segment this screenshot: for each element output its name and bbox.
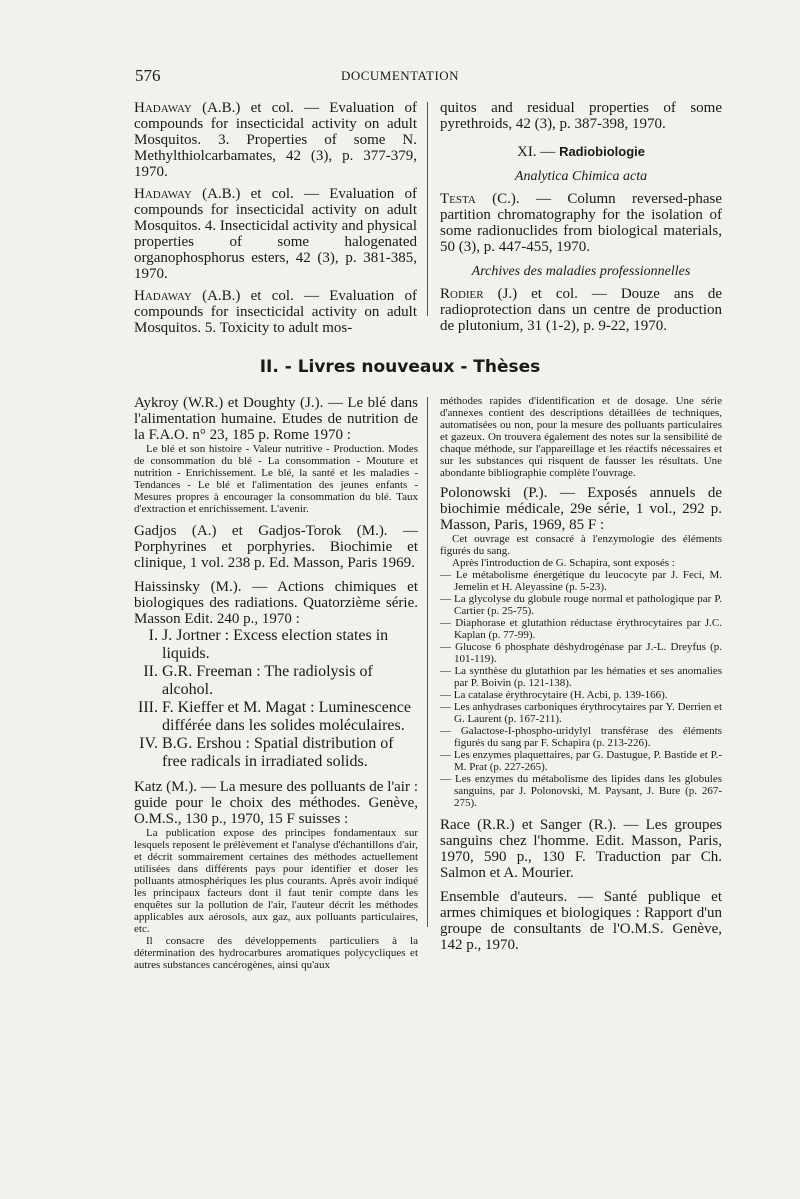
book-description: La publication expose des principes fondamentaux sur lesquels reposent le prélèvement et l'analyse d'échantillons d'air, et décrit sommairement certaines des méthodes actuellement utilisées dans différents pays pour identifier et doser les polluants atmosphériques les plus courants. Après avoir indiqué les principaux facteurs dont il faut tenir compte dans les enquêtes sur la pollution de l'air, l'auteur décrit les méthodes applicables aux aérosols, aux gaz, aux polluants particulaires, etc. (134, 827, 418, 935)
book-description: Le blé et son histoire - Valeur nutritive - Production. Modes de consommation du blé - La consommation - Mouture et nutrition - Enrichissement. Le blé, la santé et les maladies - Tendances - Le blé et l'alimentation des jeunes enfants - Mesures propres à encourager la consommation du blé. Taux d'extraction et enrichissement. L'avenir. (134, 443, 418, 515)
top-left-column (134, 100, 417, 336)
running-title: DOCUMENTATION (340, 68, 460, 83)
list-item: — Galactose-I-phospho-uridylyl transférase des éléments figurés du sang par F. Schapira (p. 213-226). (440, 725, 722, 749)
book-description: Après l'introduction de G. Schapira, sont exposés : (452, 557, 675, 569)
chapter-list (134, 627, 418, 771)
list-item: — Les anhydrases carboniques érythrocytaires par Y. Derrien et G. Laurent (p. 167-211). (440, 701, 722, 725)
book-entry-aykroy: Aykroy (W.R.) et Doughty (J.). — Le blé dans l'alimentation humaine. Etudes de nutrition de la F.A.O. n° 23, 185 p. Rome 1970 : (134, 395, 418, 443)
bib-entry: Rodier (J.) et col. — Douze ans de radioprotection dans un centre de production de plutonium, 31 (1-2), p. 9-22, 1970. (440, 286, 722, 334)
column-divider (427, 397, 428, 927)
book-entry-race: Race (R.R.) et Sanger (R.). — Les groupes sanguins chez l'homme. Edit. Masson, Paris, 1970, 590 p., 130 F. Traduction par Ch. Salmon et A. Mourier. (440, 817, 722, 881)
chapter-item: II. G.R. Freeman : The radiolysis of alcohol. (143, 663, 373, 698)
book-description: Il consacre des développements particuliers à la détermination des hydrocarbures aromatiques polycycliques et autres substances cancérogènes, ainsi qu'aux (134, 935, 418, 971)
chapter-item: IV. B.G. Ershou : Spatial distribution of free radicals in irradiated solids. (139, 735, 394, 770)
book-description: Cet ouvrage est consacré à l'enzymologie des éléments figurés du sang. (440, 533, 722, 557)
book-entry-ensemble: Ensemble d'auteurs. — Santé publique et armes chimiques et biologiques : Rapport d'un groupe de consultants de l'O.M.S. Genève, 142 p., 1970. (440, 889, 722, 953)
list-item: — Les enzymes du métabolisme des lipides dans les globules sanguins, par J. Polonovski, M. Paysant, J. Bure (p. 267-275). (440, 773, 722, 809)
bib-entry: Hadaway (A.B.) et col. — Evaluation of compounds for insecticidal activity on adult Mosquitos. 3. Properties of some N. Methylthiolcarbamates, 42 (3), p. 377-379, 1970. (134, 100, 417, 180)
column-divider (427, 102, 428, 316)
bib-entry: Testa (C.). — Column reversed-phase partition chromatography for the isolation of some radionuclides from biological materials, 50 (3), p. 447-455, 1970. (440, 191, 722, 255)
list-item: — Le métabolisme énergétique du leucocyte par J. Feci, M. Jemelin et H. Aleyassine (p. 5-23). (440, 569, 722, 593)
book-entry-haissinsky: Haissinsky (M.). — Actions chimiques et biologiques des radiations. Quatorzième série. Masson Edit. 240 p., 1970 : (134, 579, 418, 627)
journal-title: Analytica Chimica acta (514, 169, 648, 184)
list-item: — La catalase érythrocytaire (H. Acbi, p. 139-166). (440, 689, 668, 701)
section-heading-radiobiologie: XI. — Radiobiologie (516, 144, 646, 160)
book-entry-polonowski: Polonowski (P.). — Exposés annuels de biochimie médicale, 29e série, 1 vol., 292 p. Masson, Paris, 1969, 85 F : (440, 485, 722, 533)
book-description-continuation: méthodes rapides d'identification et de dosage. Une série d'annexes contient des descriptions détaillées de techniques, automatisées ou non, pour la mesure des polluants particulaires et gazeux. On trouvera également des notes sur la sensibilité de chaque méthode, sur l'appareillage et les réactifs nécessaires et sur les substances qui risquent de fausser les résultats. Une abondante bibliographie complète l'ouvrage. (440, 395, 722, 479)
chapter-item: III. F. Kieffer et M. Magat : Luminescence différée dans les solides moléculaires. (138, 699, 412, 734)
bib-entry-continuation: quitos and residual properties of some pyrethroids, 42 (3), p. 387-398, 1970. (440, 100, 722, 132)
list-item: — La glycolyse du globule rouge normal et pathologique par P. Cartier (p. 25-75). (440, 593, 722, 617)
bib-entry: Hadaway (A.B.) et col. — Evaluation of compounds for insecticidal activity on adult Mosquitos. 4. Insecticidal activity and physical properties of some halogenated organophosphorus esters, 42 (3), p. 381-385, 1970. (134, 186, 417, 282)
bottom-right-column (440, 395, 722, 953)
book-entry-gadjos: Gadjos (A.) et Gadjos-Torok (M.). — Porphyrines et porphyries. Biochimie et clinique, 1 vol. 238 p. Ed. Masson, Paris 1969. (134, 523, 418, 571)
list-item: — La synthèse du glutathion par les hématies et ses anomalies par P. Boivin (p. 121-138). (440, 665, 722, 689)
section-heading-livres: II. - Livres nouveaux - Thèses (259, 357, 541, 377)
list-item: — Glucose 6 phosphate déshydrogénase par J.-L. Dreyfus (p. 101-119). (440, 641, 722, 665)
bib-entry: Hadaway (A.B.) et col. — Evaluation of compounds for insecticidal activity on adult Mosquitos. 5. Toxicity to adult mos- (134, 288, 417, 336)
bottom-left-column (134, 395, 418, 971)
journal-title: Archives des maladies professionnelles (471, 264, 691, 279)
list-item: — Les enzymes plaquettaires, par G. Dastugue, P. Bastide et P.-M. Prat (p. 227-265). (440, 749, 722, 773)
page-number: 576 (135, 66, 161, 85)
chapter-item: I. J. Jortner : Excess election states in liquids. (148, 627, 389, 662)
top-right-column (440, 100, 722, 334)
chapter-list (440, 569, 722, 809)
book-entry-katz: Katz (M.). — La mesure des polluants de l'air : guide pour le choix des méthodes. Genève, O.M.S., 130 p., 1970, 15 F suisses : (134, 779, 418, 827)
list-item: — Diaphorase et glutathion réductase érythrocytaires par J.C. Kaplan (p. 77-99). (440, 617, 722, 641)
